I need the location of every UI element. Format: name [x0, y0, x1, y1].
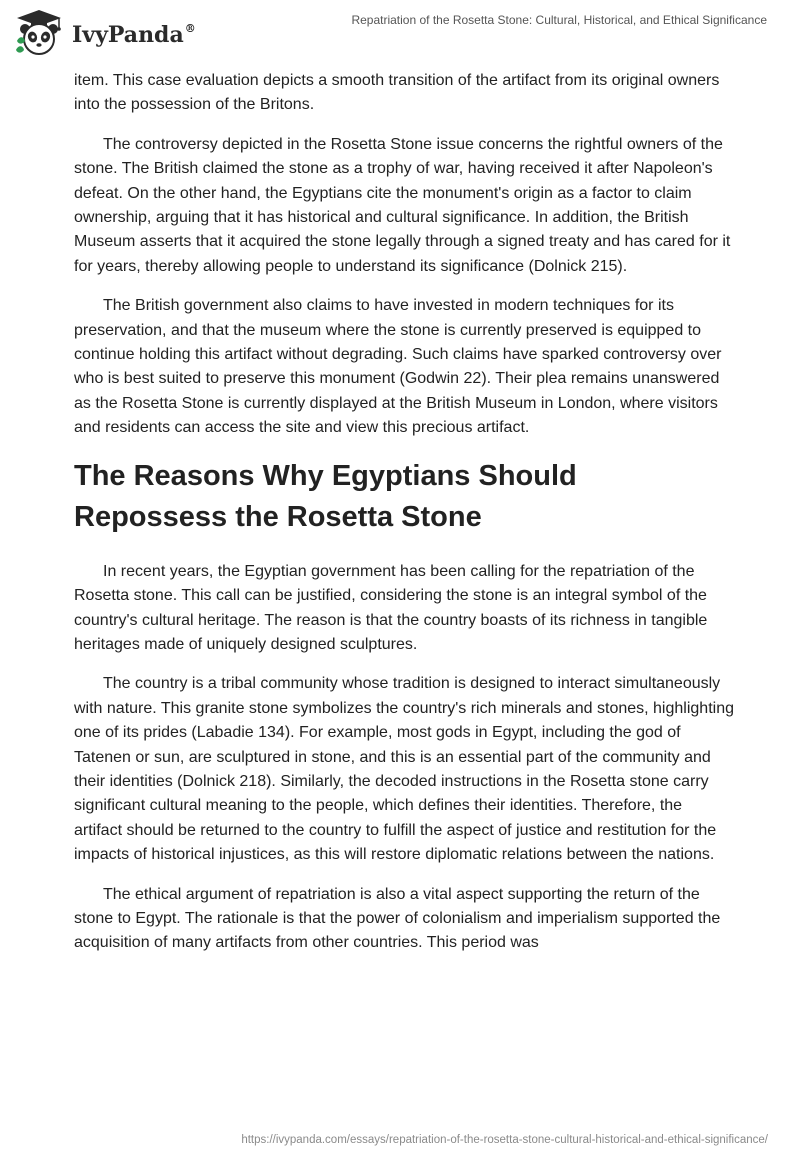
- panda-graduation-cap-icon: [14, 8, 64, 58]
- paragraph-cultural-identity: The country is a tribal community whose tradition is designed to interact simultaneously with nature. This granite stone symbolizes the country's rich minerals and stones, highlighting one of its prides (Labadie 134). For example, most gods in Egypt, including the god of Tatenen or sun, are sculptured in stone, and this is an essential part of the community and their identities (Dolnick 218). Similarly, the decoded instructions in the Rosetta stone carry significant cultural meaning to the people, which defines their identities. Therefore, the artifact should be returned to the country to fulfill the aspect of justice and restitution for the impacts of historical injustices, as this will restore diplomatic relations between the nations.: [74, 675, 734, 864]
- paragraph-preservation: The British government also claims to have invested in modern techniques for its preservation, and that the museum where the stone is currently preserved is equipped to continue holding this artifact without degrading. Such claims have sparked controversy over who is best suited to preserve this monument (Godwin 22). Their plea remains unanswered as the Rosetta Stone is currently displayed at the British Museum in London, where visitors and residents can access the site and view this precious artifact.: [74, 297, 722, 437]
- page-header: [0, 0, 800, 60]
- document-title: Repatriation of the Rosetta Stone: Cultural, Historical, and Ethical Significance: [351, 13, 767, 27]
- paragraph-controversy: The controversy depicted in the Rosetta Stone issue concerns the rightful owners of the stone. The British claimed the stone as a trophy of war, having received it after Napoleon's defeat. On the other hand, the Egyptians cite the monument's origin as a factor to claim ownership, arguing that it has historical and cultural significance. In addition, the British Museum asserts that it acquired the stone legally through a signed treaty and has cared for it for years, thereby allowing people to understand its significance (Dolnick 215).: [74, 135, 731, 275]
- paragraph-ethical-argument: The ethical argument of repatriation is also a vital aspect supporting the return of the stone to Egypt. The rationale is that the power of colonialism and imperialism supported the acquisition of many artifacts from other countries. This period was: [74, 885, 721, 952]
- brand-name: [72, 22, 196, 48]
- registered-mark: ®: [184, 22, 196, 35]
- paragraph-continued: item. This case evaluation depicts a smooth transition of the artifact from its original owners into the possession of the Britons.: [74, 72, 720, 114]
- footer-url[interactable]: https://ivypanda.com/essays/repatriation-of-the-rosetta-stone-cultural-historical-and-ethical-significance/: [241, 1134, 768, 1146]
- ivypanda-logo[interactable]: [14, 8, 214, 58]
- paragraph-repatriation-call: In recent years, the Egyptian government has been calling for the repatriation of the Rosetta stone. This call can be justified, considering the stone is an integral symbol of the country's cultural heritage. The reason is that the country boasts of its richness in tangible heritages made of uniquely designed sculptures.: [74, 562, 708, 653]
- brand-name-text: IvyPanda: [72, 22, 184, 48]
- essay-content: [74, 69, 734, 971]
- section-heading: The Reasons Why Egyptians Should Repossess the Rosetta Stone: [74, 459, 577, 533]
